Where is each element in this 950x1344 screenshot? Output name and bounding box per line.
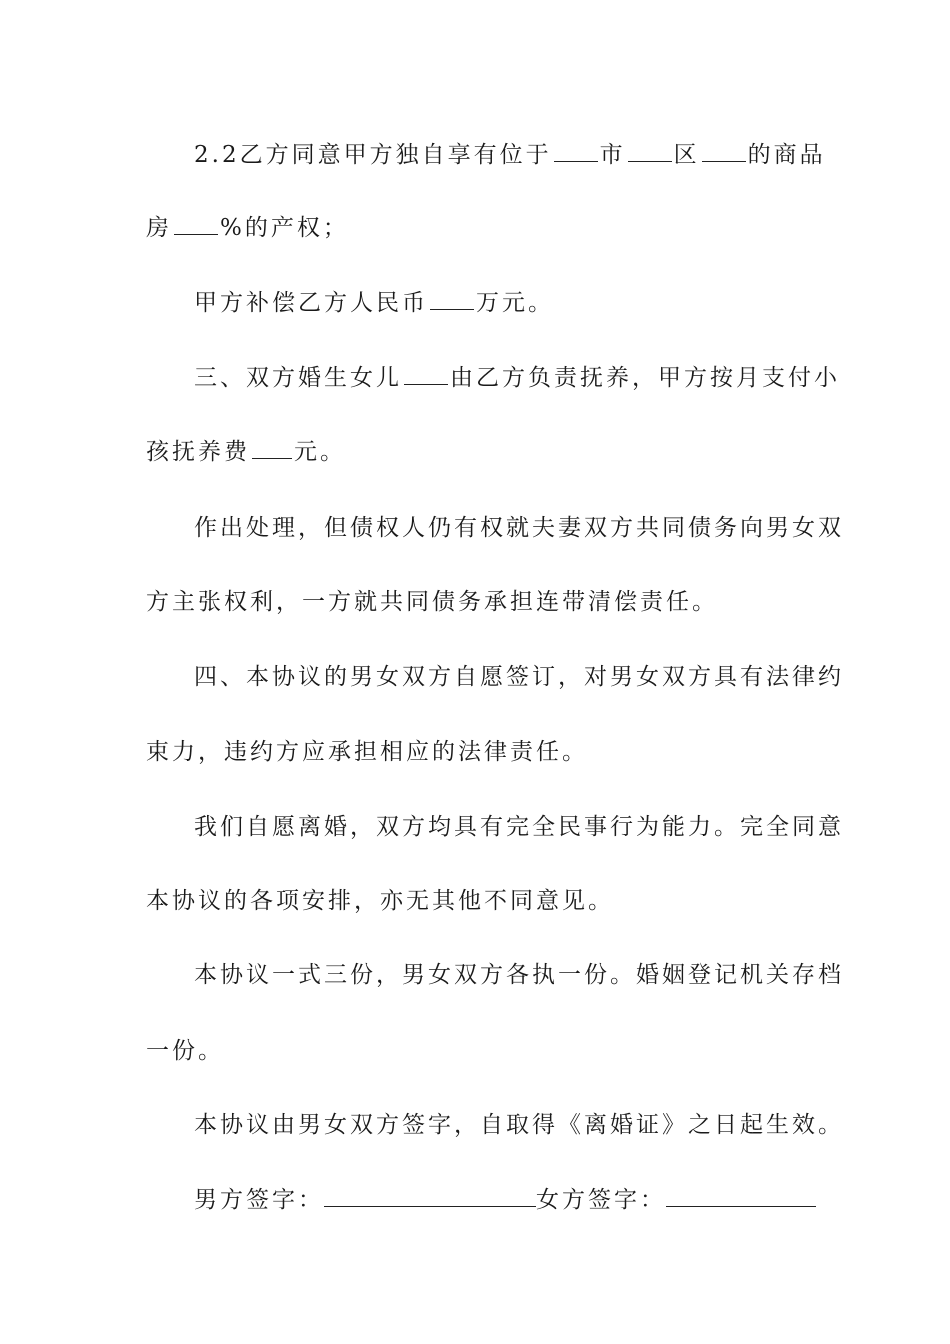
paragraph-debt-line2: 方主张权利，一方就共同债务承担连带清偿责任。	[146, 589, 718, 615]
blank-support-fee	[252, 438, 292, 459]
female-signature-line[interactable]	[666, 1186, 816, 1207]
blank-address	[702, 141, 746, 162]
paragraph-4-line2: 束力，违约方应承担相应的法律责任。	[146, 739, 588, 765]
paragraph-voluntary-line2: 本协议的各项安排，亦无其他不同意见。	[146, 888, 614, 914]
paragraph-3-line2	[146, 435, 816, 469]
paragraph-compensation	[194, 286, 814, 320]
paragraph-copies-line1: 本协议一式三份，男女双方各执一份。婚姻登记机关存档	[194, 962, 844, 988]
text: 2.2乙方同意甲方独自享有位于	[194, 142, 552, 168]
paragraph-debt-line1: 作出处理，但债权人仍有权就夫妻双方共同债务向男女双	[194, 515, 844, 541]
text: 三、双方婚生女儿	[194, 365, 402, 391]
text: 甲方补偿乙方人民币	[194, 290, 428, 316]
paragraph-3-line1	[194, 361, 840, 395]
blank-district	[628, 141, 672, 162]
blank-city	[554, 141, 598, 162]
paragraph-2-2-line2	[146, 211, 816, 245]
male-signature-label: 男方签字：	[194, 1187, 324, 1213]
text: 区	[673, 142, 700, 168]
text: 由乙方负责抚养，甲方按月支付小	[450, 365, 840, 391]
paragraph-voluntary-line1: 我们自愿离婚，双方均具有完全民事行为能力。完全同意	[194, 814, 844, 840]
paragraph-copies-line2: 一份。	[146, 1038, 224, 1064]
female-signature-label: 女方签字：	[536, 1187, 666, 1213]
male-signature-line[interactable]	[324, 1186, 536, 1207]
text: 孩抚养费	[146, 439, 250, 465]
text: 房	[146, 215, 172, 241]
text: %的产权；	[220, 215, 349, 241]
text: 元。	[294, 439, 346, 465]
signature-row	[194, 1183, 814, 1217]
paragraph-4-line1: 四、本协议的男女双方自愿签订，对男女双方具有法律约	[194, 664, 844, 690]
blank-percent	[174, 214, 218, 235]
blank-amount	[430, 289, 474, 310]
text: 的商品	[747, 142, 826, 168]
paragraph-effective: 本协议由男女双方签字，自取得《离婚证》之日起生效。	[194, 1112, 844, 1138]
paragraph-2-2-line1	[194, 138, 826, 172]
blank-daughter-name	[404, 364, 448, 385]
text: 市	[599, 142, 626, 168]
text: 万元。	[476, 290, 554, 316]
